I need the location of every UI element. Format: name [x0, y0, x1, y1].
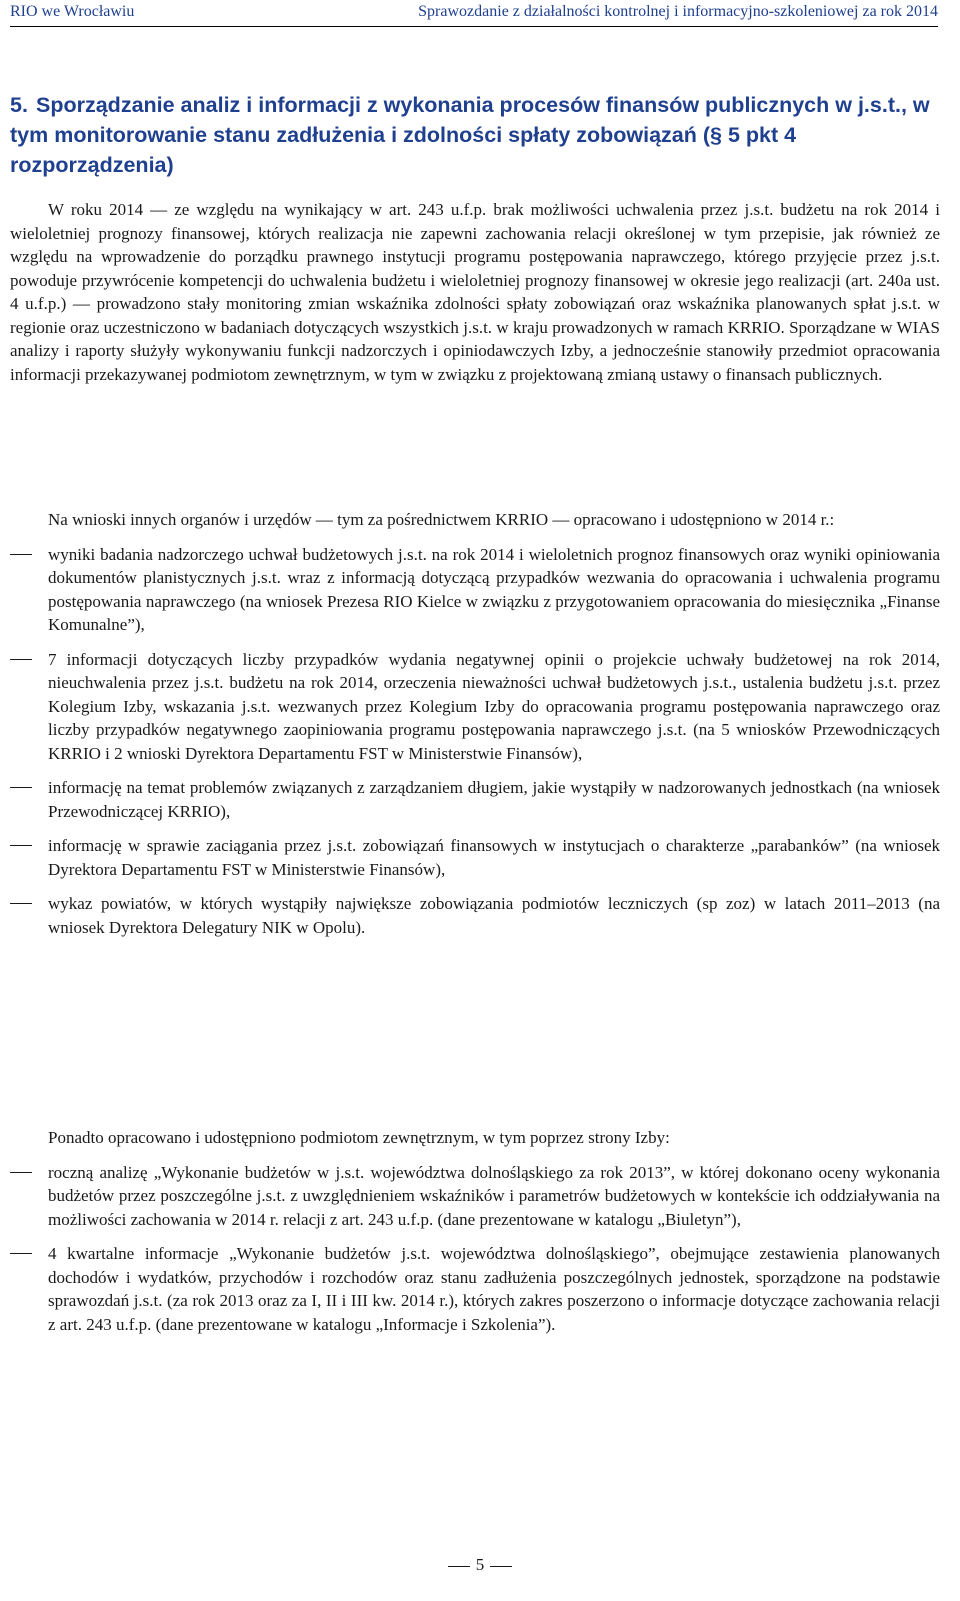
page-header: [10, 0, 938, 27]
header-organization: RIO we Wrocławiu: [10, 3, 135, 20]
requests-section: [10, 508, 940, 939]
intro-paragraph: [10, 198, 940, 386]
list-item: informację w sprawie zaciągania przez j.s.t. zobowiązań finansowych w instytucjach o charakterze „parabanków” (na wniosek Dyrektora Departamentu FST w Ministerstwie Finansów),: [10, 834, 940, 881]
external-section: [10, 1126, 940, 1336]
external-list: [10, 1161, 940, 1337]
list-item: wykaz powiatów, w których wystąpiły największe zobowiązania podmiotów leczniczych (sp zoz) w latach 2011–2013 (na wniosek Dyrektora Delegatury NIK w Opolu).: [10, 892, 940, 939]
page-number: 5: [475, 1555, 485, 1574]
section-title: [10, 90, 940, 180]
page-footer: [0, 1555, 960, 1575]
list-item: 4 kwartalne informacje „Wykonanie budżetów j.s.t. województwa dolnośląskiego”, obejmujące zestawienia planowanych dochodów i wydatków, przychodów i rozchodów oraz stanu zadłużenia poszczególnych jednostek, sporządzone na podstawie sprawozdań j.s.t. (za rok 2013 oraz za I, II i III kw. 2014 r.), których zakres poszerzono o informacje dotyczące zachowania relacji z art. 243 u.f.p. (dane prezentowane w katalogu „Informacje i Szkolenia”).: [10, 1242, 940, 1336]
intro-text: W roku 2014 — ze względu na wynikający w art. 243 u.f.p. brak możliwości uchwalenia przez j.s.t. budżetu na rok 2014 i wieloletniej prognozy finansowej, których realizacja nie zapewni zachowania relacji określonej w tym przepisie, jak również ze względu na wprowadzenie do porządku prawnego instytucji programu postępowania naprawczego, którego przyjęcie przez j.s.t. powoduje przywrócenie kompetencji do uchwalenia budżetu i wieloletniej prognozy finansowej w okresie jego realizacji (art. 240a ust. 4 u.f.p.) — prowadzono stały monitoring zmian wskaźnika zdolności spłaty zobowiązań oraz wskaźnika planowanych spłat j.s.t. w regionie oraz uczestniczono w badaniach dotyczących wszystkich j.s.t. w kraju prowadzonych w ramach KRRIO. Sporządzane w WIAS analizy i raporty służyły wykonywaniu funkcji nadzorczych i opiniodawczych Izby, a jednocześnie stanowiły przedmiot opracowania informacji przekazywanej podmiotom zewnętrznym, w tym w związku z projektowaną zmianą ustawy o finansach publicznych.: [10, 200, 940, 384]
list-item: wyniki badania nadzorczego uchwał budżetowych j.s.t. na rok 2014 i wieloletnich prognoz finansowych oraz wyniki opiniowania dokumentów planistycznych j.s.t. wraz z informacją dotyczącą przypadków wezwania do opracowania i uchwalenia programu postępowania naprawczego (na wniosek Prezesa RIO Kielce w związku z przygotowaniem opracowania do miesięcznika „Finanse Komunalne”),: [10, 543, 940, 637]
list-item: roczną analizę „Wykonanie budżetów w j.s.t. województwa dolnośląskiego za rok 2013”, w której dokonano oceny wykonania budżetów przez poszczególne j.s.t. z uwzględnieniem wskaźników i parametrów budżetowych w kontekście ich oddziaływania na możliwości zachowania w 2014 r. relacji z art. 243 u.f.p. (dane prezentowane w katalogu „Biuletyn”),: [10, 1161, 940, 1232]
requests-list: [10, 543, 940, 940]
list-item: informację na temat problemów związanych z zarządzaniem długiem, jakie wystąpiły w nadzorowanych jednostkach (na wniosek Przewodniczącej KRRIO),: [10, 776, 940, 823]
header-report-title: Sprawozdanie z działalności kontrolnej i informacyjno-szkoleniowej za rok 2014: [418, 3, 938, 20]
footer-dash-right: [490, 1566, 512, 1567]
section-number: 5.: [10, 93, 28, 117]
requests-intro: Na wnioski innych organów i urzędów — tym za pośrednictwem KRRIO — opracowano i udostępniono w 2014 r.:: [48, 510, 835, 529]
external-intro: Ponadto opracowano i udostępniono podmiotom zewnętrznym, w tym poprzez strony Izby:: [48, 1128, 670, 1147]
section-title-text: Sporządzanie analiz i informacji z wykonania procesów finansów publicznych w j.s.t., w tym monitorowanie stanu zadłużenia i zdolności spłaty zobowiązań (§ 5 pkt 4 rozporządzenia): [10, 93, 930, 177]
list-item: 7 informacji dotyczących liczby przypadków wydania negatywnej opinii o projekcie uchwały budżetowej na rok 2014, nieuchwalenia przez j.s.t. budżetu na rok 2014, orzeczenia nieważności uchwał budżetowych j.s.t., ustalenia budżetu j.s.t. przez Kolegium Izby, wskazania j.s.t. wezwanych przez Kolegium Izby do opracowania programu postępowania naprawczego oraz liczby przypadków negatywnego zaopiniowania programu postępowania naprawczego j.s.t. (na 5 wniosków Przewodniczących KRRIO i 2 wnioski Dyrektora Departamentu FST w Ministerstwie Finansów),: [10, 648, 940, 766]
footer-dash-left: [448, 1566, 470, 1567]
